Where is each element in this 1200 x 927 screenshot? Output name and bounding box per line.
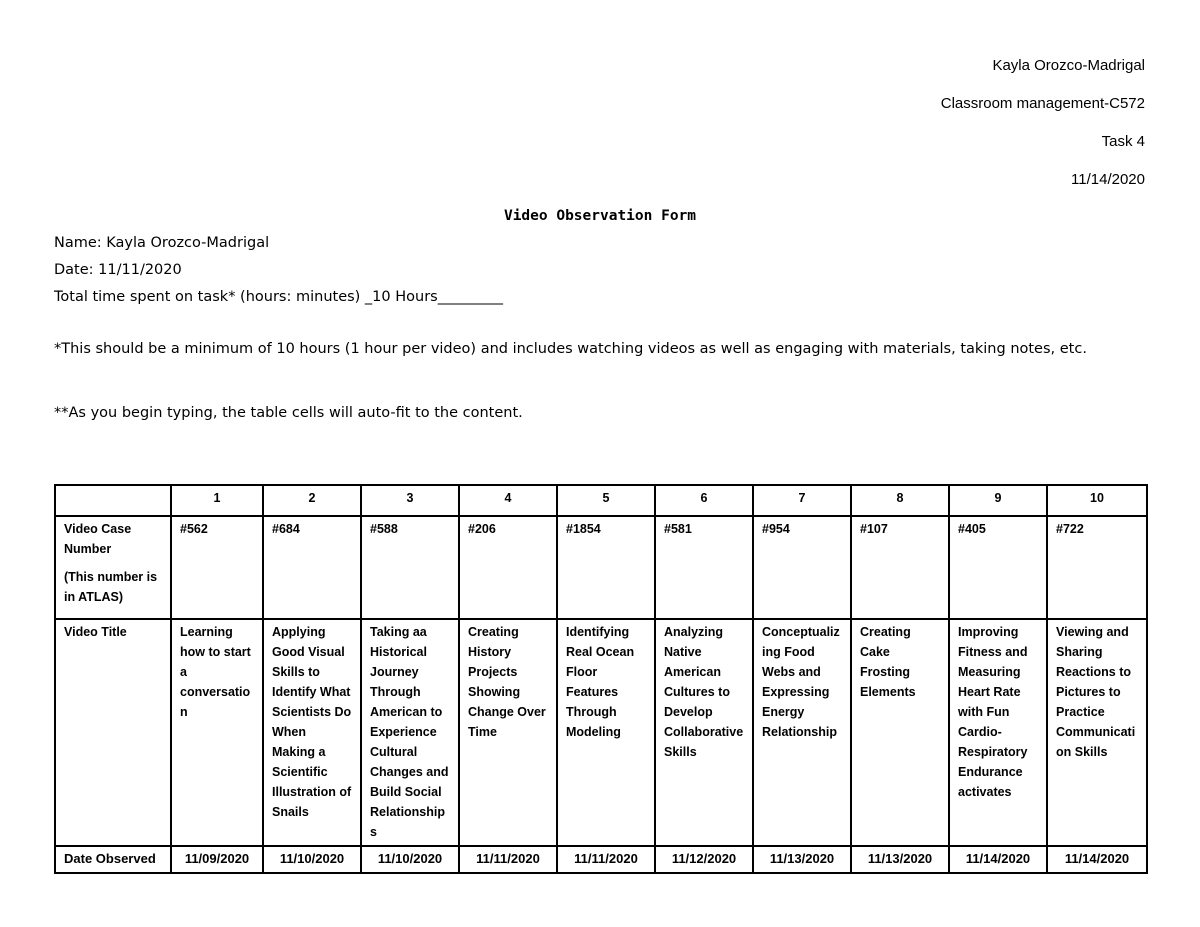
- video-title-label: Video Title: [55, 619, 171, 846]
- date-observed-9: 11/14/2020: [949, 846, 1047, 873]
- header-author: Kayla Orozco-Madrigal: [992, 57, 1145, 74]
- corner-cell: [55, 485, 171, 516]
- time-spent-line: Total time spent on task* (hours: minutes) _10 Hours_________: [54, 289, 503, 305]
- name-line: Name: Kayla Orozco-Madrigal: [54, 235, 270, 251]
- video-title-8: Creating Cake Frosting Elements: [851, 619, 949, 846]
- minimum-hours-note: *This should be a minimum of 10 hours (1 hour per video) and includes watching videos as well as engaging with materials, taking notes, etc.: [54, 341, 1087, 357]
- column-header-row: [55, 485, 1147, 516]
- column-header-2: 2: [263, 485, 361, 516]
- video-title-10: Viewing and Sharing Reactions to Pictures to Practice Communication Skills: [1047, 619, 1147, 846]
- video-case-number-10: #722: [1047, 516, 1147, 619]
- video-case-number-2: #684: [263, 516, 361, 619]
- date-observed-3: 11/10/2020: [361, 846, 459, 873]
- video-title-3: Taking aa Historical Journey Through American to Experience Cultural Changes and Build Social Relationships: [361, 619, 459, 846]
- date-observed-1: 11/09/2020: [171, 846, 263, 873]
- case-number-label-cell: [55, 516, 171, 619]
- date-observed-label: Date Observed: [55, 846, 171, 873]
- column-header-8: 8: [851, 485, 949, 516]
- column-header-7: 7: [753, 485, 851, 516]
- form-title: Video Observation Form: [503, 208, 697, 224]
- column-header-6: 6: [655, 485, 753, 516]
- date-line: Date: 11/11/2020: [54, 262, 182, 278]
- video-case-number-7: #954: [753, 516, 851, 619]
- date-observed-2: 11/10/2020: [263, 846, 361, 873]
- video-case-number-3: #588: [361, 516, 459, 619]
- video-case-number-5: #1854: [557, 516, 655, 619]
- date-observed-8: 11/13/2020: [851, 846, 949, 873]
- video-case-number-8: #107: [851, 516, 949, 619]
- column-header-9: 9: [949, 485, 1047, 516]
- date-observed-4: 11/11/2020: [459, 846, 557, 873]
- column-header-10: 10: [1047, 485, 1147, 516]
- video-title-7: Conceptualizing Food Webs and Expressing Energy Relationship: [753, 619, 851, 846]
- column-header-1: 1: [171, 485, 263, 516]
- date-observed-6: 11/12/2020: [655, 846, 753, 873]
- video-title-6: Analyzing Native American Cultures to Develop Collaborative Skills: [655, 619, 753, 846]
- column-header-4: 4: [459, 485, 557, 516]
- date-observed-row: [55, 846, 1147, 873]
- case-number-note: (This number is in ATLAS): [64, 570, 158, 604]
- video-case-number-9: #405: [949, 516, 1047, 619]
- column-header-3: 3: [361, 485, 459, 516]
- header-task: Task 4: [1101, 133, 1145, 150]
- video-title-9: Improving Fitness and Measuring Heart Rate with Fun Cardio-Respiratory Endurance activates: [949, 619, 1047, 846]
- video-title-4: Creating History Projects Showing Change Over Time: [459, 619, 557, 846]
- video-title-row: [55, 619, 1147, 846]
- date-observed-10: 11/14/2020: [1047, 846, 1147, 873]
- video-title-2: Applying Good Visual Skills to Identify What Scientists Do When Making a Scientific Illustration of Snails: [263, 619, 361, 846]
- video-case-number-6: #581: [655, 516, 753, 619]
- date-observed-7: 11/13/2020: [753, 846, 851, 873]
- video-title-1: Learning how to start a conversation: [171, 619, 263, 846]
- video-case-number-1: #562: [171, 516, 263, 619]
- column-header-5: 5: [557, 485, 655, 516]
- case-number-row: [55, 516, 1147, 619]
- autofit-note: **As you begin typing, the table cells will auto-fit to the content.: [54, 405, 523, 421]
- header-date: 11/14/2020: [1071, 171, 1145, 188]
- header-course: Classroom management-C572: [940, 95, 1145, 112]
- video-case-number-4: #206: [459, 516, 557, 619]
- video-title-5: Identifying Real Ocean Floor Features Through Modeling: [557, 619, 655, 846]
- date-observed-5: 11/11/2020: [557, 846, 655, 873]
- observation-table: [54, 484, 1148, 874]
- case-number-label: Video Case Number: [64, 522, 132, 556]
